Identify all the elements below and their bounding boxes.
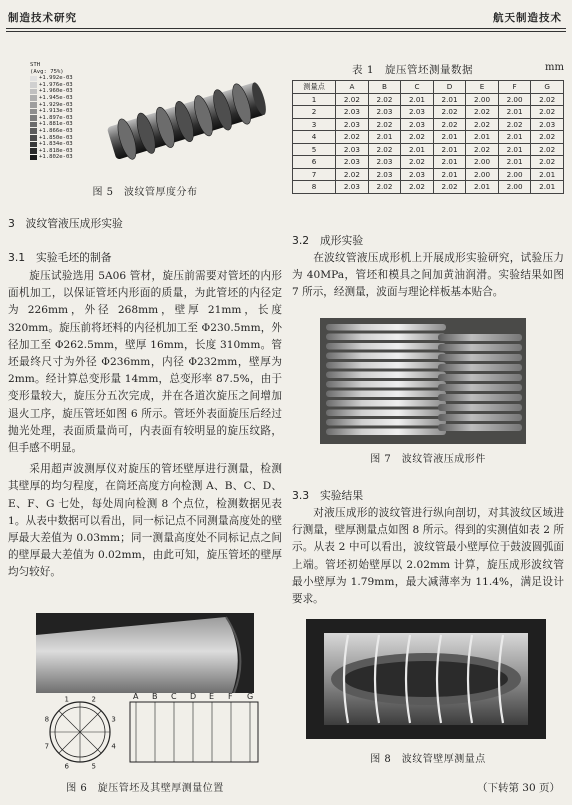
legend-value: +1.913e-03 [39, 108, 73, 115]
section-3-heading: 3 波纹管液压成形实验 [8, 217, 123, 230]
bellows-convolution [438, 354, 522, 361]
bellows-convolution [326, 362, 446, 369]
fig8-caption: 图 8 波纹管壁厚测量点 [370, 754, 486, 765]
legend-swatch [30, 122, 37, 128]
table-cell: 2.03 [531, 118, 564, 131]
bellows-convolution [326, 419, 446, 426]
table-cell: 2.02 [401, 131, 434, 144]
table-cell: 2.01 [433, 143, 466, 156]
table-cell: 2.02 [531, 131, 564, 144]
section-3-3-body [292, 505, 564, 608]
section-3-3-heading: 3.3 实验结果 [292, 489, 364, 502]
table-cell: 2.03 [368, 168, 401, 181]
legend-row [30, 135, 73, 142]
table-cell: 2.01 [498, 106, 531, 119]
measurement-height-label: D [190, 692, 197, 701]
bellows-convolution [326, 400, 446, 407]
legend-swatch [30, 82, 37, 88]
section-3-1-heading: 3.1 实验毛坯的制备 [8, 251, 112, 264]
fig5-legend [30, 62, 73, 161]
table-cell: 2.03 [336, 156, 369, 169]
measurement-point-label: 4 [111, 742, 116, 751]
legend-value: +1.818e-03 [39, 147, 73, 154]
legend-row [30, 128, 73, 135]
measurement-point-label: 2 [91, 695, 96, 704]
table-cell: 3 [293, 118, 336, 131]
table-cell: 2.00 [498, 168, 531, 181]
paragraph: 对液压成形的波纹管进行纵向剖切，对其波纹区域进行测量，壁厚测量点如图 8 所示。得到的实测值如表 2 所示。从表 2 中可以看出，波纹管最小壁厚位于鼓波圆弧面上端。管坯初始壁厚以 2.02mm 计算，旋压成形波纹管最小壁厚为 1.79mm，最大减薄率为 11.4%，满足设计要求。 [292, 507, 564, 606]
table-row [293, 156, 564, 169]
table-cell: 2.00 [466, 93, 499, 106]
table-cell: 2.00 [498, 93, 531, 106]
table-cell: 2.02 [368, 143, 401, 156]
table-cell: 2.02 [368, 118, 401, 131]
table-cell: 2.01 [498, 131, 531, 144]
bellows-convolution [326, 381, 446, 388]
bellows-convolution [326, 391, 446, 398]
bellows-convolution [326, 324, 446, 331]
legend-row [30, 141, 73, 148]
table-cell: 2.03 [336, 143, 369, 156]
table-cell: 2.02 [531, 106, 564, 119]
measurement-height-label: C [171, 692, 177, 701]
fig5-caption: 图 5 波纹管厚度分布 [92, 187, 198, 198]
legend-swatch [30, 148, 37, 154]
legend-row [30, 102, 73, 109]
table-row [293, 93, 564, 106]
table-cell: 2.03 [401, 106, 434, 119]
table-cell: 2.00 [466, 168, 499, 181]
legend-row [30, 88, 73, 95]
paragraph: 采用超声波测厚仪对旋压的管坯壁厚进行测量，检测其壁厚的均匀程度，在筒坯高度方向检测 A、B、C、D、E、F、G 七处，每处周向检测 8 个点位，检测数据见表 1。从表中数据可以看出，同一标记点不同测量高度处的壁厚最大差值为 0.03mm；同一测量高度处不同标记点之间的壁厚最大差值为 0.02mm，由此可知，旋压管坯的壁厚均匀较好。 [8, 463, 282, 579]
legend-row [30, 154, 73, 161]
header-rule [6, 28, 566, 29]
bellows-convolution [438, 344, 522, 351]
table-header-cell: B [368, 81, 401, 94]
legend-row [30, 95, 73, 102]
table-cell: 2.02 [433, 118, 466, 131]
fig6-measurement-diagram [36, 692, 266, 770]
fig6-photo-spun-tube [36, 613, 254, 693]
table-1-unit: mm [545, 62, 564, 73]
table-cell: 2.02 [498, 118, 531, 131]
legend-swatch [30, 155, 37, 161]
section-3-2-heading: 3.2 成形实验 [292, 234, 364, 247]
legend-swatch [30, 128, 37, 134]
bellows-convolution [438, 384, 522, 391]
journal-name: 航天制造技术 [493, 12, 562, 24]
fig8-photo-wall-thickness-points [306, 619, 546, 739]
measurement-point-label: 1 [64, 695, 69, 704]
table-cell: 2.02 [531, 156, 564, 169]
measurement-height-label: E [209, 692, 215, 701]
measurement-height-label: A [133, 692, 139, 701]
legend-swatch [30, 76, 37, 82]
table-row [293, 181, 564, 194]
table-cell: 2.01 [433, 93, 466, 106]
section-3-1-body [8, 268, 282, 582]
legend-value: +1.929e-03 [39, 101, 73, 108]
legend-title: STH [30, 62, 41, 68]
table-cell: 2.02 [401, 156, 434, 169]
legend-value: +1.834e-03 [39, 141, 73, 148]
table-1-title-row [292, 62, 564, 76]
legend-row [30, 108, 73, 115]
fig7-caption: 图 7 波纹管液压成形件 [370, 454, 486, 465]
table-cell: 2.02 [336, 131, 369, 144]
legend-value: +1.992e-03 [39, 75, 73, 82]
legend-row [30, 115, 73, 122]
table-cell: 2.02 [531, 143, 564, 156]
table-cell: 2.01 [433, 168, 466, 181]
table-header-cell: F [498, 81, 531, 94]
bellows-convolution [438, 424, 522, 431]
table-cell: 2.01 [498, 156, 531, 169]
legend-row [30, 148, 73, 155]
legend-swatch [30, 109, 37, 115]
table-cell: 2.02 [433, 181, 466, 194]
table-cell: 2.02 [368, 181, 401, 194]
legend-avg: (Avg: 75%) [30, 68, 64, 75]
table-row [293, 143, 564, 156]
table-cell: 2 [293, 106, 336, 119]
bellows-convolution [326, 372, 446, 379]
legend-value: +1.802e-03 [39, 154, 73, 161]
table-row [293, 168, 564, 181]
table-cell: 2.03 [401, 118, 434, 131]
table-header-cell: G [531, 81, 564, 94]
measurement-point-label: 7 [44, 742, 50, 751]
table-cell: 2.01 [466, 131, 499, 144]
legend-swatch [30, 95, 37, 101]
bellows-convolution [326, 334, 446, 341]
legend-value: +1.881e-03 [39, 121, 73, 128]
legend-swatch [30, 135, 37, 141]
legend-value: +1.976e-03 [39, 81, 73, 88]
legend-row [30, 121, 73, 128]
table-cell: 2.02 [336, 168, 369, 181]
table-cell: 4 [293, 131, 336, 144]
legend-row [30, 75, 73, 82]
table-cell: 2.01 [466, 181, 499, 194]
table-cell: 2.03 [336, 118, 369, 131]
legend-value: +1.850e-03 [39, 134, 73, 141]
table-cell: 2.02 [433, 106, 466, 119]
table-cell: 2.01 [433, 131, 466, 144]
table-row [293, 118, 564, 131]
table-cell: 2.02 [368, 93, 401, 106]
bellows-convolution [438, 374, 522, 381]
measurement-height-label: B [152, 692, 158, 701]
measurement-height-label: F [228, 692, 233, 701]
header-rule-thin [6, 31, 566, 32]
bellows-convolution [326, 429, 446, 436]
table-cell: 2.01 [531, 181, 564, 194]
table-cell: 2.02 [531, 93, 564, 106]
table-row [293, 131, 564, 144]
table-cell: 2.03 [368, 106, 401, 119]
table-cell: 8 [293, 181, 336, 194]
table-cell: 7 [293, 168, 336, 181]
table-cell: 2.01 [401, 93, 434, 106]
table-header-cell: D [433, 81, 466, 94]
measurement-height-label: G [247, 692, 254, 701]
table-cell: 2.01 [401, 143, 434, 156]
table-cell: 2.00 [466, 156, 499, 169]
legend-value: +1.960e-03 [39, 88, 73, 95]
fig7-photo-formed-bellows [320, 318, 526, 444]
table-cell: 2.00 [498, 181, 531, 194]
table-cell: 2.01 [531, 168, 564, 181]
legend-value: +1.866e-03 [39, 127, 73, 134]
table-cell: 2.03 [336, 106, 369, 119]
table-cell: 2.03 [368, 156, 401, 169]
table-cell: 2.02 [466, 106, 499, 119]
legend-swatch [30, 142, 37, 148]
measurement-point-label: 3 [111, 715, 116, 724]
bellows-convolution [326, 343, 446, 350]
table-header-cell: A [336, 81, 369, 94]
legend-swatch [30, 89, 37, 95]
table-1-title: 表 1 旋压管坯测量数据 [352, 64, 474, 76]
table-cell: 2.02 [401, 181, 434, 194]
table-header-cell: E [466, 81, 499, 94]
bellows-convolution [326, 410, 446, 417]
legend-value: +1.945e-03 [39, 94, 73, 101]
table-cell: 1 [293, 93, 336, 106]
table-cell: 2.01 [433, 156, 466, 169]
table-cell: 5 [293, 143, 336, 156]
paragraph: 在波纹管液压成形机上开展成形实验研究，试验压力为 40MPa，管坯和模具之间加黄油润滑。实验结果如图 7 所示，经测量，波面与理论样板基本贴合。 [292, 252, 564, 299]
continued-note: （下转第 30 页） [476, 782, 560, 794]
table-cell: 2.01 [498, 143, 531, 156]
corrugated-tube-thickness-render [102, 70, 270, 170]
legend-swatch [30, 102, 37, 108]
table-cell: 2.02 [466, 118, 499, 131]
journal-section-label: 制造技术研究 [8, 12, 77, 24]
measurement-point-label: 6 [64, 762, 69, 770]
table-cell: 2.01 [368, 131, 401, 144]
bellows-convolution [326, 353, 446, 360]
bellows-convolution [438, 364, 522, 371]
section-3-2-body [292, 250, 564, 302]
bellows-convolution [438, 404, 522, 411]
bellows-convolution [438, 414, 522, 421]
table-cell: 2.03 [336, 181, 369, 194]
paragraph: 旋压试验选用 5A06 管材，旋压前需要对管坯的内形面机加工，以保证管坯内形面的质量，为此管坯的内径定为 226mm，外径 268mm，壁厚 21mm，长度 320mm。旋压前将坯料的内径机加工至 Φ230.5mm，外径加工至 Φ262.5mm，壁厚 16mm，长度 310mm。管坯最终尺寸为外径 Φ236mm，内径 Φ232mm，壁厚为 2mm。经计算总变形量 14mm，总变形率 87.5%，由于变形量较大，旋压分五次完成，并在各道次旋压之间增加退火工序，旋压管坯如图 6 所示。管坯外表面旋压后经过抛光处理，表面质量尚可，内表面有较明显的旋压纹路，但手感不明显。 [8, 270, 282, 455]
table-cell: 2.03 [401, 168, 434, 181]
table-header-cell: 测量点 [293, 81, 336, 94]
table-cell: 2.02 [336, 93, 369, 106]
figure-5 [30, 62, 270, 174]
measurement-point-label: 5 [91, 762, 96, 770]
legend-swatch [30, 115, 37, 121]
measurement-point-label: 8 [44, 715, 50, 724]
table-1 [292, 80, 564, 194]
table-cell: 6 [293, 156, 336, 169]
table-cell: 2.02 [466, 143, 499, 156]
bellows-convolution [438, 334, 522, 341]
fig6-caption: 图 6 旋压管坯及其壁厚测量位置 [66, 783, 224, 794]
legend-value: +1.897e-03 [39, 114, 73, 121]
bellows-convolution [438, 394, 522, 401]
table-header-cell: C [401, 81, 434, 94]
legend-row [30, 82, 73, 89]
table-row [293, 106, 564, 119]
